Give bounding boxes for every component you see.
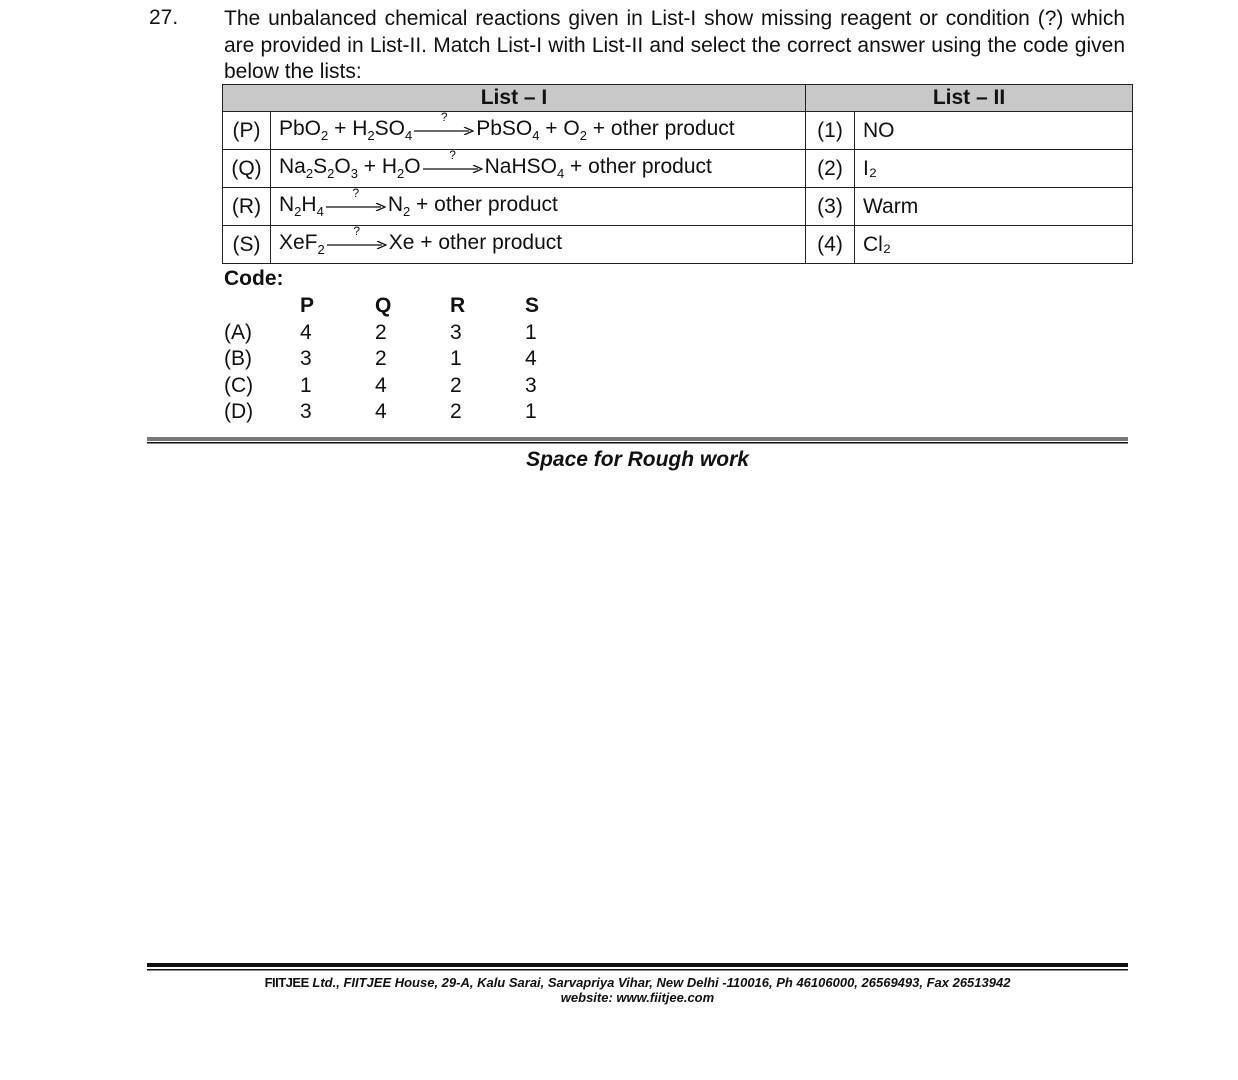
option-text: I₂ — [855, 150, 1133, 188]
code-header-row — [224, 293, 600, 320]
footer-brand: FIITJEE — [264, 975, 309, 990]
reaction-arrow: ? — [414, 124, 474, 136]
question-text: The unbalanced chemical reactions given in List-I show missing reagent or condition (?) which are provided in List-II. Match List-I with List-II and select the correct answer using the code given below the lists: — [224, 7, 1125, 83]
option-text: Warm — [855, 188, 1133, 226]
match-table — [222, 84, 1133, 264]
option-label: (B) — [224, 347, 252, 371]
answer-code-grid — [224, 293, 600, 426]
code-value: 1 — [300, 373, 312, 397]
code-value: 4 — [525, 347, 537, 371]
question-number: 27. — [149, 6, 179, 29]
footer-ltd: Ltd., — [312, 975, 340, 990]
code-value: 4 — [375, 400, 387, 424]
table-header-row — [223, 85, 1133, 112]
list1-header: List – I — [223, 85, 806, 112]
footer-website[interactable]: website: www.fiitjee.com — [560, 990, 715, 1005]
footer-address: FIITJEE House, 29-A, Kalu Sarai, Sarvapriya Vihar, New Delhi -110016, Ph 46106000, 26569493, Fax 26513942 — [343, 975, 1011, 990]
table-row — [223, 112, 1133, 150]
section-divider — [147, 437, 1128, 444]
table-row — [223, 150, 1133, 188]
option-number: (3) — [806, 188, 855, 226]
row-label: (S) — [223, 226, 271, 264]
row-label: (R) — [223, 188, 271, 226]
answer-option-c[interactable] — [224, 373, 600, 400]
table-row — [223, 226, 1133, 264]
footer-divider — [147, 963, 1128, 971]
code-value: 2 — [450, 400, 462, 424]
option-number: (2) — [806, 150, 855, 188]
code-value: 3 — [300, 400, 312, 424]
list2-header: List – II — [806, 85, 1133, 112]
code-value: 2 — [375, 347, 387, 371]
equation-s: XeF$_2$ ? Xe + other product — [271, 226, 806, 264]
code-value: 2 — [375, 320, 387, 344]
code-value: 2 — [450, 373, 462, 397]
code-value: 4 — [375, 373, 387, 397]
code-header: S — [525, 294, 540, 318]
equation-q: $Na_2S_2O_3 + H_2O$ ? NaHSO$_4$ + other product — [271, 150, 806, 188]
code-header: Q — [375, 294, 392, 318]
code-value: 3 — [300, 347, 312, 371]
rough-work-label: Space for Rough work — [526, 448, 749, 471]
code-value: 1 — [450, 347, 462, 371]
row-label: (P) — [223, 112, 271, 150]
reaction-arrow: ? — [423, 162, 483, 174]
code-value: 3 — [525, 373, 537, 397]
option-number: (1) — [806, 112, 855, 150]
code-header: R — [450, 294, 466, 318]
answer-option-a[interactable] — [224, 320, 600, 347]
row-label: (Q) — [223, 150, 271, 188]
option-text: NO — [855, 112, 1133, 150]
equation-r: $N_2H_4$ ? $N_2$ + other product — [271, 188, 806, 226]
answer-option-b[interactable] — [224, 346, 600, 373]
code-value: 3 — [450, 320, 462, 344]
option-label: (C) — [224, 373, 254, 397]
table-row — [223, 188, 1133, 226]
code-value: 1 — [525, 320, 537, 344]
option-text: Cl₂ — [855, 226, 1133, 264]
code-value: 4 — [300, 320, 312, 344]
reaction-arrow: ? — [326, 200, 386, 212]
equation-p: $PbO_2 + H_2SO_4$ ? PbSO$_4$ + $O_2$ + other product — [271, 112, 806, 150]
code-header: P — [300, 294, 315, 318]
option-label: (A) — [224, 320, 252, 344]
reaction-arrow: ? — [327, 238, 387, 250]
answer-option-d[interactable] — [224, 399, 600, 426]
footer-address-line — [147, 975, 1128, 990]
code-title: Code: — [224, 267, 284, 290]
option-label: (D) — [224, 400, 254, 424]
option-number: (4) — [806, 226, 855, 264]
code-value: 1 — [525, 400, 537, 424]
